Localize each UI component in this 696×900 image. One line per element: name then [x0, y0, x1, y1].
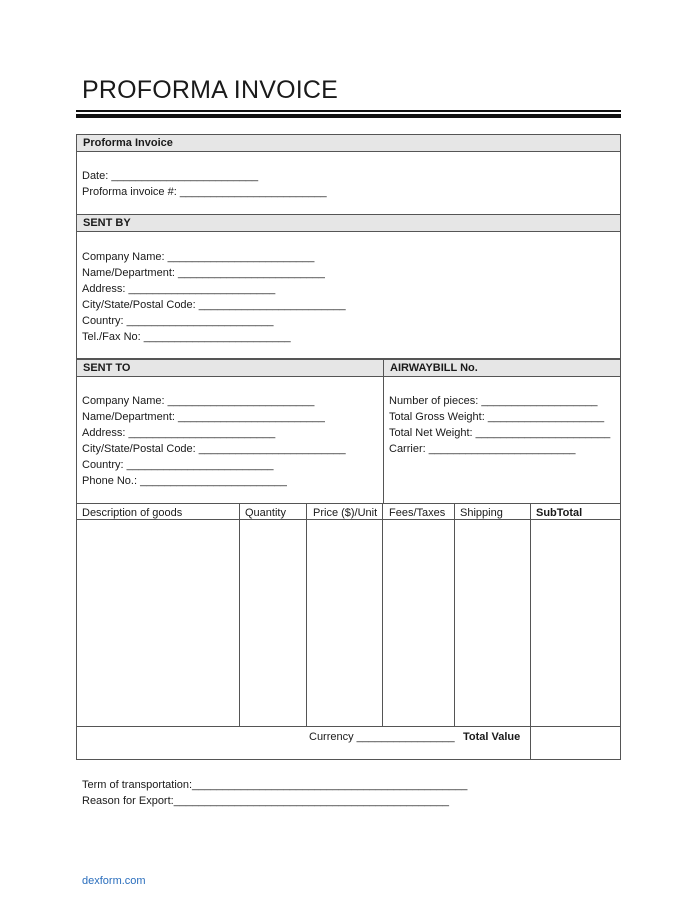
proforma-section — [76, 151, 621, 215]
invoice-number-field[interactable]: Proforma invoice #: ________________________ — [82, 186, 327, 198]
date-field[interactable]: Date: ________________________ — [82, 170, 259, 182]
sent-to-divider — [383, 376, 384, 504]
sent-to-city-field[interactable]: City/State/Postal Code: ________________________ — [82, 443, 346, 455]
total-value-label: Total Value — [463, 731, 521, 743]
sent-by-city-field[interactable]: City/State/Postal Code: ________________________ — [82, 299, 346, 311]
goods-table — [76, 503, 621, 760]
gross-weight-field[interactable]: Total Gross Weight: ___________________ — [389, 411, 605, 423]
sent-to-header: SENT TO — [76, 359, 384, 377]
sent-to-company-field[interactable]: Company Name: ________________________ — [82, 395, 315, 407]
footer-link[interactable]: dexform.com — [82, 875, 146, 887]
sent-by-telfax-field[interactable]: Tel./Fax No: ________________________ — [82, 331, 291, 343]
reason-for-export-field[interactable]: Reason for Export:_____________________________________________ — [82, 795, 450, 807]
carrier-field[interactable]: Carrier: ________________________ — [389, 443, 576, 455]
sent-to-address-field[interactable]: Address: ________________________ — [82, 427, 276, 439]
goods-total-divider — [76, 726, 621, 727]
sent-by-header: SENT BY — [76, 214, 621, 232]
col-divider-4 — [454, 503, 455, 727]
col-header-price: Price ($)/Unit — [313, 507, 378, 519]
net-weight-field[interactable]: Total Net Weight: ______________________ — [389, 427, 611, 439]
sent-by-company-field[interactable]: Company Name: ________________________ — [82, 251, 315, 263]
sent-to-phone-field[interactable]: Phone No.: ________________________ — [82, 475, 287, 487]
col-header-fees: Fees/Taxes — [389, 507, 446, 519]
sent-to-department-field[interactable]: Name/Department: ________________________ — [82, 411, 325, 423]
col-header-subtotal: SubTotal — [536, 507, 583, 519]
col-divider-2 — [306, 503, 307, 727]
sent-by-address-field[interactable]: Address: ________________________ — [82, 283, 276, 295]
sent-by-country-field[interactable]: Country: ________________________ — [82, 315, 274, 327]
col-divider-1 — [239, 503, 240, 727]
col-header-description: Description of goods — [82, 507, 183, 519]
title-rule-thick — [76, 114, 621, 118]
sent-by-department-field[interactable]: Name/Department: ________________________ — [82, 267, 325, 279]
title-rule-thin — [76, 110, 621, 112]
term-of-transportation-field[interactable]: Term of transportation:_____________________________________________ — [82, 779, 468, 791]
currency-field[interactable]: Currency ________________ — [309, 731, 455, 743]
sent-to-country-field[interactable]: Country: ________________________ — [82, 459, 274, 471]
proforma-section-header: Proforma Invoice — [76, 134, 621, 152]
pieces-field[interactable]: Number of pieces: ___________________ — [389, 395, 598, 407]
airwaybill-header: AIRWAYBILL No. — [383, 359, 621, 377]
col-header-quantity: Quantity — [245, 507, 286, 519]
col-divider-5 — [530, 503, 531, 760]
col-divider-3 — [382, 503, 383, 727]
document-title: PROFORMA INVOICE — [82, 76, 339, 104]
col-header-shipping: Shipping — [460, 507, 503, 519]
